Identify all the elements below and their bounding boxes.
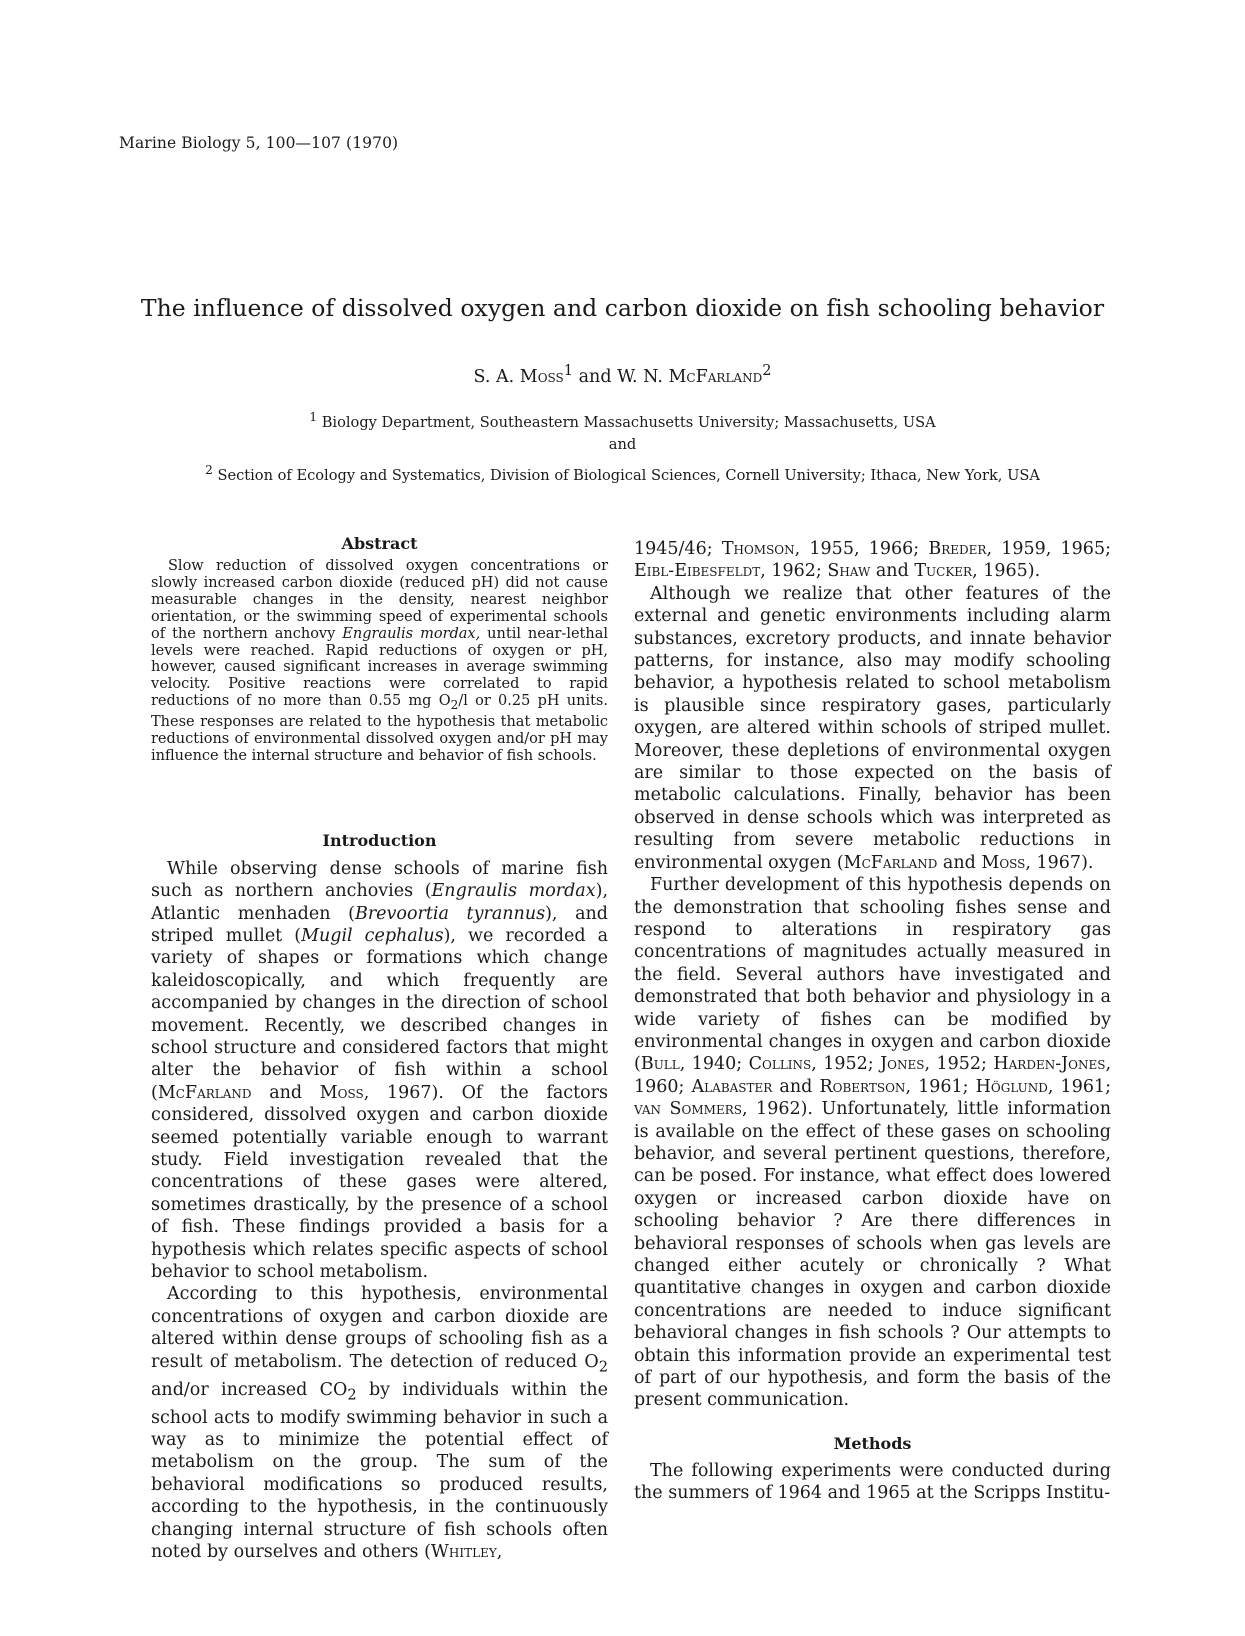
introduction-heading: Introduction (322, 830, 437, 850)
methods-paragraph-1: The following experiments were conducted during the summers of 1964 and 1965 at the Scripps Institu- (634, 1460, 1111, 1504)
species-name: Engraulis mordax, (342, 625, 481, 642)
intro-paragraph-2-continued: 1945/46; Thomson, 1955, 1966; Breder, 1959, 1965; Eibl-Eibesfeldt, 1962; Shaw and Tucker, 1965). (634, 539, 1111, 582)
affiliation-2-mark: 2 (205, 463, 213, 477)
affiliation-1-text: Biology Department, Southeastern Massachusetts University; Massachusetts, USA (321, 413, 936, 431)
author-1-affil-mark: 1 (563, 362, 574, 379)
right-column (634, 538, 1111, 1505)
abstract-text: Slow reduction of dissolved oxygen concentrations or slowly increased carbon dioxide (reduced pH) did not cause measurable changes in the density, nearest neighbor orientation, or the swimming speed of experimental schools of the northern anchovy Engraulis mordax, until near-lethal levels were reached. Rapid reductions of oxygen or pH, however, caused significant increases in average swimming velocity. Positive reactions were correlated to rapid reductions of no more than 0.55 mg $O_2/l$ or 0.25 pH units. These responses are related to the hypothesis that metabolic reductions of environmental dissolved oxygen and/or pH may influence the internal structure and behavior of fish schools. (151, 558, 608, 764)
left-column (151, 534, 608, 1563)
intro-paragraph-4: Further development of this hypothesis depends on the demonstration that schooling fishes sense and respond to alterations in respiratory gas concentrations of magnitudes actually measured in the field. Several authors have investigated and demonstrated that both behavior and physiology in a wide variety of fishes can be modified by environmental changes in oxygen and carbon dioxide (Bull, 1940; Collins, 1952; Jones, 1952; Harden-Jones, 1960; Alabaster and Robertson, 1961; Höglund, 1961; van Sommers, 1962). Unfortunately, little information is available on the effect of these gases on schooling behavior, and several pertinent questions, therefore, can be posed. For instance, what effect does lowered oxygen or increased carbon dioxide have on schooling behavior ? Are there differences in behavioral responses of schools when gas levels are changed either acutely or chronically ? What quantitative changes in oxygen and carbon dioxide concentrations are needed to induce significant behavioral changes in fish schools ? Our attempts to obtain this information provide an experimental test of part of our hypothesis, and form the basis of the present communication. (634, 875, 1112, 1411)
author-line (0, 362, 1245, 387)
affiliation-conjunction: and (608, 436, 637, 453)
author-2-affil-mark: 2 (762, 362, 772, 379)
methods-heading: Methods (833, 1433, 912, 1453)
intro-paragraph-3: Although we realize that other features of the external and genetic environments including alarm substances, excretory products, and innate behavior patterns, for instance, also may modify schooling behavior, a hypothesis related to school metabolism is plausible since respiratory gases, particularly oxygen, are altered within schools of striped mullet. Moreover, these depletions of environmental oxygen are similar to those expected on the basis of metabolic calculations. Finally, behavior has been observed in dense schools which was interpreted as resulting from severe metabolic reductions in environmental oxygen (McFarland and Moss, 1967). (634, 583, 1111, 873)
author-2: W. N. McFarland (617, 366, 763, 387)
intro-paragraph-1: While observing dense schools of marine fish such as northern anchovies (Engraulis mordax), Atlantic menhaden (Brevoortia tyrannus), and striped mullet (Mugil cephalus), we recorded a variety of shapes or formations which change kaleidoscopically, and which frequently are accompanied by changes in the direction of school movement. Recently, we described changes in school structure and considered factors that might alter the behavior of fish within a school (McFarland and Moss, 1967). Of the factors considered, dissolved oxygen and carbon dioxide seemed potentially variable enough to warrant study. Field investigation revealed that the concentrations of these gases were altered, sometimes drastically, by the presence of a school of fish. These findings provided a basis for a hypothesis which relates specific aspects of school behavior to school metabolism. (151, 858, 609, 1283)
abstract-heading: Abstract (341, 534, 418, 553)
affiliation-2 (0, 463, 1245, 484)
author-conjunction: and (578, 366, 612, 387)
affiliation-2-text: Section of Ecology and Systematics, Division of Biological Sciences, Cornell University; Ithaca, New York, USA (217, 466, 1040, 484)
affiliation-1-mark: 1 (309, 410, 318, 424)
author-1: S. A. Moss (473, 366, 564, 387)
intro-paragraph-2: According to this hypothesis, environmental concentrations of oxygen and carbon dioxide are altered within dense groups of schooling fish as a result of metabolism. The detection of reduced $O_2$ and/or increased $CO_2$ by individuals within the school acts to modify swimming behavior in such a way as to minimize the potential effect of metabolism on the group. The sum of the behavioral modifications so produced results, according to the hypothesis, in the continuously changing internal structure of fish schools often noted by ourselves and others (Whitley, (151, 1284, 608, 1562)
affiliation-1 (0, 410, 1245, 431)
paper-title: The influence of dissolved oxygen and carbon dioxide on fish schooling behavior (140, 294, 1105, 322)
journal-citation: Marine Biology 5, 100—107 (1970) (119, 134, 399, 152)
